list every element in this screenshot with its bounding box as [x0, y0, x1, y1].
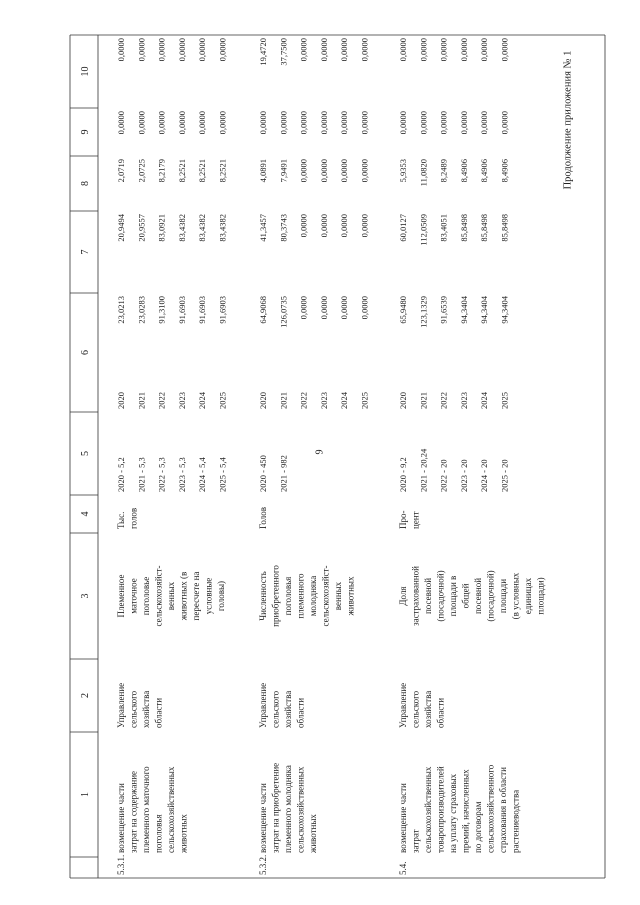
year-value: 2025 — [359, 392, 370, 409]
year-value: 2024 — [339, 392, 350, 409]
item-description-line: возмещение части — [116, 783, 126, 853]
local-value: 0,0000 — [339, 111, 350, 135]
item-code: 5.3.2. — [258, 854, 268, 875]
total-value: 0,0000 — [318, 296, 329, 320]
extrabudgetary-value: 0,0000 — [418, 38, 429, 62]
regional-value: 2,0719 — [116, 159, 126, 183]
column-header: 7 — [80, 249, 91, 255]
local-value: 0,0000 — [197, 111, 208, 135]
regional-value: 11,0820 — [418, 159, 429, 187]
column-header: 3 — [80, 593, 91, 599]
item-description-line: сельскохозяйственных — [423, 766, 433, 853]
item-description-line: возмещение части — [398, 783, 408, 853]
federal-value: 83,4382 — [176, 214, 187, 242]
target-value: 2021 - 982 — [278, 455, 289, 492]
indicator-line: (посадочной) — [435, 570, 446, 622]
year-value: 2025 — [217, 392, 228, 409]
regional-value: 8,2179 — [156, 159, 167, 183]
local-value: 0,0000 — [298, 111, 309, 135]
unit-line: Тыс. — [116, 511, 126, 529]
target-value: 2020 - 9,2 — [398, 457, 408, 492]
unit-line: голов — [128, 507, 139, 529]
organization-line: области — [295, 697, 306, 728]
organization-line: сельского — [270, 690, 281, 728]
regional-value: 8,4906 — [499, 159, 510, 183]
regional-value: 5,9353 — [398, 159, 408, 183]
regional-value: 7,9491 — [278, 159, 289, 183]
local-value: 0,0000 — [398, 111, 408, 135]
column-header: 6 — [80, 350, 91, 355]
total-value: 0,0000 — [298, 296, 309, 320]
federal-value: 83,0921 — [156, 214, 167, 242]
target-value: 2024 - 20 — [479, 459, 490, 492]
column-header: 1 — [80, 792, 91, 797]
organization-line: области — [435, 697, 446, 728]
extrabudgetary-value: 0,0000 — [217, 38, 228, 62]
indicator-line: пересчете на — [191, 571, 201, 621]
organization-line: хозяйства — [141, 690, 151, 728]
target-value: 2025 - 5,4 — [217, 457, 228, 492]
local-value: 0,0000 — [176, 111, 187, 135]
extrabudgetary-value: 0,0000 — [156, 38, 167, 62]
total-value: 65,9480 — [398, 296, 408, 324]
federal-value: 41,3457 — [258, 214, 268, 242]
target-value: 2024 - 5,4 — [197, 457, 208, 492]
regional-value: 8,4906 — [458, 159, 469, 183]
local-value: 0,0000 — [418, 111, 429, 135]
indicator-line: животных (в — [178, 571, 189, 621]
indicator-line: площади — [498, 578, 508, 614]
regional-value: 2,0725 — [136, 159, 147, 183]
item-description-line: животных — [178, 814, 189, 853]
year-value: 2024 — [197, 392, 208, 409]
extrabudgetary-value: 0,0000 — [398, 38, 408, 62]
indicator-line: застрахованной — [410, 566, 421, 626]
indicator-line: поголовья — [283, 576, 293, 616]
year-value: 2023 — [176, 392, 187, 409]
extrabudgetary-value: 0,0000 — [458, 38, 469, 62]
federal-value: 0,0000 — [298, 214, 309, 238]
extrabudgetary-value: 0,0000 — [479, 38, 490, 62]
local-value: 0,0000 — [359, 111, 370, 135]
item-description-line: сельскохозяйственных — [295, 766, 306, 853]
target-value: 2021 - 20,24 — [418, 448, 429, 492]
item-description-line: премий, начисленных — [460, 769, 471, 853]
item-description-line: сельскохозяйственного — [485, 764, 496, 853]
column-header: 5 — [80, 451, 91, 456]
federal-value: 0,0000 — [339, 214, 350, 238]
indicator-line: (посадочной) — [485, 570, 496, 622]
target-value: 2025 - 20 — [499, 459, 510, 492]
organization-line: хозяйства — [423, 690, 433, 728]
indicator-line: приобретенного — [270, 565, 281, 627]
organization-line: Управление — [258, 682, 268, 728]
local-value: 0,0000 — [116, 111, 126, 135]
federal-value: 112,0509 — [418, 214, 429, 246]
extrabudgetary-value: 19,4720 — [258, 38, 268, 66]
regional-value: 0,0000 — [298, 159, 309, 183]
regional-value: 0,0000 — [318, 159, 329, 183]
regional-value: 8,4906 — [479, 159, 490, 183]
local-value: 0,0000 — [156, 111, 167, 135]
column-header: 4 — [80, 511, 91, 517]
column-header: 8 — [80, 181, 91, 186]
federal-value: 60,0127 — [398, 214, 408, 242]
year-value: 2022 — [156, 392, 167, 409]
total-value: 0,0000 — [359, 296, 370, 320]
unit-line: цент — [410, 511, 421, 529]
extrabudgetary-value: 0,0000 — [499, 38, 510, 62]
federal-value: 85,8498 — [458, 214, 469, 242]
indicator-line: посевной — [423, 577, 433, 615]
indicator-line: сельскохозяйст- — [153, 565, 164, 627]
regional-value: 8,2521 — [176, 159, 187, 183]
extrabudgetary-value: 0,0000 — [438, 38, 449, 62]
target-value: 2023 - 20 — [458, 459, 469, 492]
item-description-line: затрат на приобретение — [270, 762, 281, 853]
indicator-line: маточное — [128, 578, 139, 614]
total-value: 94,3404 — [458, 296, 469, 324]
regional-value: 8,2521 — [217, 159, 228, 183]
extrabudgetary-value: 0,0000 — [318, 38, 329, 62]
item-description-line: поголовья — [153, 814, 164, 853]
indicator-line: поголовье — [141, 576, 151, 616]
item-description-line: товаропроизводителей — [435, 766, 446, 853]
total-value: 94,3404 — [479, 296, 490, 324]
item-description-line: затрат — [410, 829, 421, 853]
organization-line: сельского — [128, 690, 139, 728]
year-value: 2022 — [298, 392, 309, 409]
local-value: 0,0000 — [258, 111, 268, 135]
item-code: 5.3.1. — [116, 854, 126, 875]
year-value: 2021 — [136, 392, 147, 409]
indicator-line: животных — [345, 576, 356, 616]
item-description-line: на уплату страховых — [448, 773, 458, 853]
year-value: 2022 — [438, 392, 449, 409]
local-value: 0,0000 — [499, 111, 510, 135]
indicator-line: головы) — [216, 580, 226, 612]
local-value: 0,0000 — [458, 111, 469, 135]
item-code: 5.4. — [398, 861, 408, 875]
federal-value: 83,4382 — [217, 214, 228, 242]
item-description-line: по договорам — [473, 801, 483, 853]
local-value: 0,0000 — [318, 111, 329, 135]
federal-value: 0,0000 — [318, 214, 329, 238]
year-value: 2023 — [318, 392, 329, 409]
indicator-line: Численность — [258, 571, 268, 621]
item-description-line: затрат на содержание — [128, 770, 139, 853]
total-value: 91,6539 — [438, 296, 449, 324]
total-value: 126,0735 — [278, 296, 289, 328]
total-value: 64,9068 — [258, 296, 268, 324]
target-value: 2020 - 450 — [258, 455, 268, 492]
unit-line: Про- — [398, 510, 408, 529]
target-value: 2022 - 5,3 — [156, 457, 167, 492]
total-value: 23,0213 — [116, 296, 126, 324]
item-description-line: страхования в области — [498, 767, 508, 853]
target-value: 2020 - 5,2 — [116, 457, 126, 492]
organization-line: Управление — [116, 682, 126, 728]
item-description-line: племенного маточного — [141, 766, 151, 853]
column-header: 9 — [80, 129, 91, 135]
federal-value: 80,3743 — [278, 214, 289, 242]
local-value: 0,0000 — [217, 111, 228, 135]
organization-line: сельского — [410, 690, 421, 728]
indicator-line: венных — [166, 581, 176, 611]
indicator-line: венных — [333, 581, 343, 611]
appendix-continuation-text: Продолжение приложения № 1 — [562, 50, 574, 190]
column-header: 2 — [80, 693, 91, 698]
target-value: 2022 - 20 — [438, 459, 449, 492]
extrabudgetary-value: 0,0000 — [339, 38, 350, 62]
item-description-line: растениеводства — [510, 789, 521, 853]
unit-line: Голов — [258, 506, 268, 529]
local-value: 0,0000 — [136, 111, 147, 135]
indicator-line: Доля — [398, 586, 408, 606]
extrabudgetary-value: 0,0000 — [176, 38, 187, 62]
year-value: 2025 — [499, 392, 510, 409]
year-value: 2021 — [418, 392, 429, 409]
organization-line: Управление — [398, 682, 408, 728]
year-value: 2020 — [116, 392, 126, 409]
indicator-line: посевной — [473, 577, 483, 615]
year-value: 2024 — [479, 392, 490, 409]
item-description-line: животных — [308, 814, 318, 853]
year-value: 2020 — [398, 392, 408, 409]
total-value: 0,0000 — [339, 296, 350, 320]
indicator-line: общей — [460, 583, 471, 609]
indicator-line: племенного — [295, 573, 306, 619]
federal-value: 20,9494 — [116, 214, 126, 242]
local-value: 0,0000 — [438, 111, 449, 135]
local-value: 0,0000 — [278, 111, 289, 135]
target-value: 2023 - 5,3 — [176, 457, 187, 492]
item-description-line: возмещение части — [258, 783, 268, 853]
federal-value: 83,4382 — [197, 214, 208, 242]
federal-value: 85,8498 — [479, 214, 490, 242]
indicator-line: площади в — [448, 575, 458, 617]
target-value: 2021 - 5,3 — [136, 457, 147, 492]
table-rotated-group — [70, 35, 605, 878]
extrabudgetary-value: 0,0000 — [298, 38, 309, 62]
total-value: 91,3100 — [156, 296, 167, 324]
federal-value: 0,0000 — [359, 214, 370, 238]
regional-value: 4,0891 — [258, 159, 268, 183]
total-value: 94,3404 — [499, 296, 510, 324]
regional-value: 0,0000 — [339, 159, 350, 183]
year-value: 2021 — [278, 392, 289, 409]
federal-value: 85,8498 — [499, 214, 510, 242]
indicator-line: (в условных — [510, 572, 521, 620]
year-value: 2023 — [458, 392, 469, 409]
page-number-text: 9 — [314, 449, 326, 455]
year-value: 2020 — [258, 392, 268, 409]
indicator-line: условные — [203, 577, 214, 615]
indicator-line: молодняка — [308, 575, 318, 617]
extrabudgetary-value: 0,0000 — [136, 38, 147, 62]
total-value: 23,0283 — [136, 296, 147, 324]
total-value: 91,6903 — [217, 296, 228, 324]
federal-value: 83,4051 — [438, 214, 449, 242]
regional-value: 0,0000 — [359, 159, 370, 183]
indicator-line: сельскохозяйст- — [320, 565, 331, 627]
local-value: 0,0000 — [479, 111, 490, 135]
item-description-line: сельскохозяйственных — [166, 766, 176, 853]
extrabudgetary-value: 0,0000 — [116, 38, 126, 62]
organization-line: области — [153, 697, 164, 728]
column-header: 10 — [80, 66, 91, 77]
regional-value: 8,2489 — [438, 159, 449, 183]
extrabudgetary-value: 0,0000 — [197, 38, 208, 62]
indicator-line: Племенное — [116, 574, 126, 618]
indicator-line: единицах — [523, 577, 533, 615]
total-value: 91,6903 — [176, 296, 187, 324]
item-description-line: племенного молодняка — [283, 765, 293, 853]
extrabudgetary-value: 37,7500 — [278, 38, 289, 66]
organization-line: хозяйства — [283, 690, 293, 728]
regional-value: 8,2521 — [197, 159, 208, 183]
total-value: 91,6903 — [197, 296, 208, 324]
federal-value: 20,9557 — [136, 214, 147, 242]
indicator-line: площади) — [535, 577, 546, 615]
total-value: 123,1329 — [418, 296, 429, 328]
extrabudgetary-value: 0,0000 — [359, 38, 370, 62]
